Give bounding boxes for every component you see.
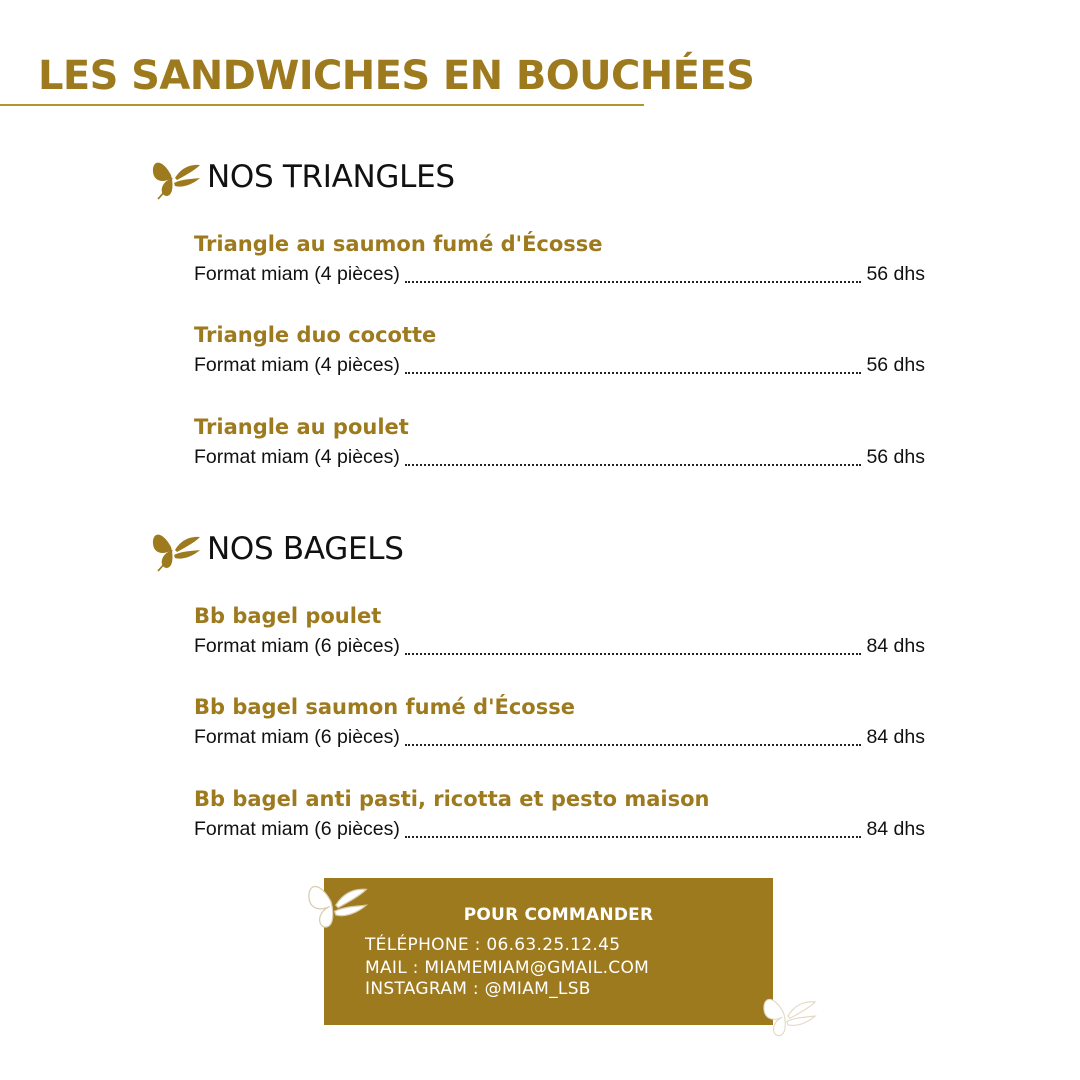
order-info-box bbox=[324, 878, 773, 1025]
item-name: Bb bagel anti pasti, ricotta et pesto maison bbox=[194, 787, 710, 811]
menu-item bbox=[194, 412, 925, 472]
item-format: Format miam (6 pièces) bbox=[194, 818, 400, 840]
item-name: Bb bagel saumon fumé d'Écosse bbox=[194, 695, 575, 719]
item-format-line bbox=[194, 442, 925, 472]
section-header-bagels bbox=[150, 524, 404, 574]
dot-leader bbox=[405, 653, 862, 655]
section-title-triangles: NOS TRIANGLES bbox=[207, 159, 455, 195]
item-format: Format miam (4 pièces) bbox=[194, 446, 400, 468]
item-format-line bbox=[194, 350, 925, 380]
dot-leader bbox=[405, 464, 862, 466]
order-instagram: INSTAGRAM : @MIAM_LSB bbox=[365, 979, 591, 999]
page-title: LES SANDWICHES EN BOUCHÉES bbox=[38, 53, 755, 99]
item-price: 84 dhs bbox=[866, 726, 925, 748]
item-format: Format miam (6 pièces) bbox=[194, 726, 400, 748]
butterfly-outline-icon bbox=[754, 990, 824, 1040]
title-underline bbox=[0, 104, 644, 106]
item-price: 56 dhs bbox=[866, 446, 925, 468]
menu-item bbox=[194, 601, 925, 661]
dot-leader bbox=[405, 372, 862, 374]
section-title-bagels: NOS BAGELS bbox=[207, 531, 404, 567]
item-price: 56 dhs bbox=[866, 263, 925, 285]
item-name: Triangle au saumon fumé d'Écosse bbox=[194, 232, 603, 256]
item-format-line bbox=[194, 722, 925, 752]
menu-item bbox=[194, 784, 925, 844]
section-header-triangles bbox=[150, 152, 455, 202]
menu-item bbox=[194, 692, 925, 752]
item-name: Triangle duo cocotte bbox=[194, 323, 437, 347]
item-format-line bbox=[194, 814, 925, 844]
item-name: Bb bagel poulet bbox=[194, 604, 382, 628]
dot-leader bbox=[405, 281, 862, 283]
item-price: 84 dhs bbox=[866, 635, 925, 657]
item-name: Triangle au poulet bbox=[194, 415, 409, 439]
item-format: Format miam (6 pièces) bbox=[194, 635, 400, 657]
item-format-line bbox=[194, 631, 925, 661]
menu-item bbox=[194, 320, 925, 380]
order-phone: TÉLÉPHONE : 06.63.25.12.45 bbox=[365, 935, 621, 955]
order-title: POUR COMMANDER bbox=[463, 905, 654, 925]
dot-leader bbox=[405, 744, 862, 746]
item-format: Format miam (4 pièces) bbox=[194, 354, 400, 376]
butterfly-icon bbox=[150, 526, 202, 572]
dot-leader bbox=[405, 836, 862, 838]
item-price: 84 dhs bbox=[866, 818, 925, 840]
item-format-line bbox=[194, 259, 925, 289]
butterfly-icon bbox=[150, 154, 202, 200]
menu-item bbox=[194, 229, 925, 289]
item-format: Format miam (4 pièces) bbox=[194, 263, 400, 285]
butterfly-outline-icon bbox=[302, 876, 372, 932]
item-price: 56 dhs bbox=[866, 354, 925, 376]
order-mail: MAIL : MIAMEMIAM@GMAIL.COM bbox=[365, 958, 650, 978]
